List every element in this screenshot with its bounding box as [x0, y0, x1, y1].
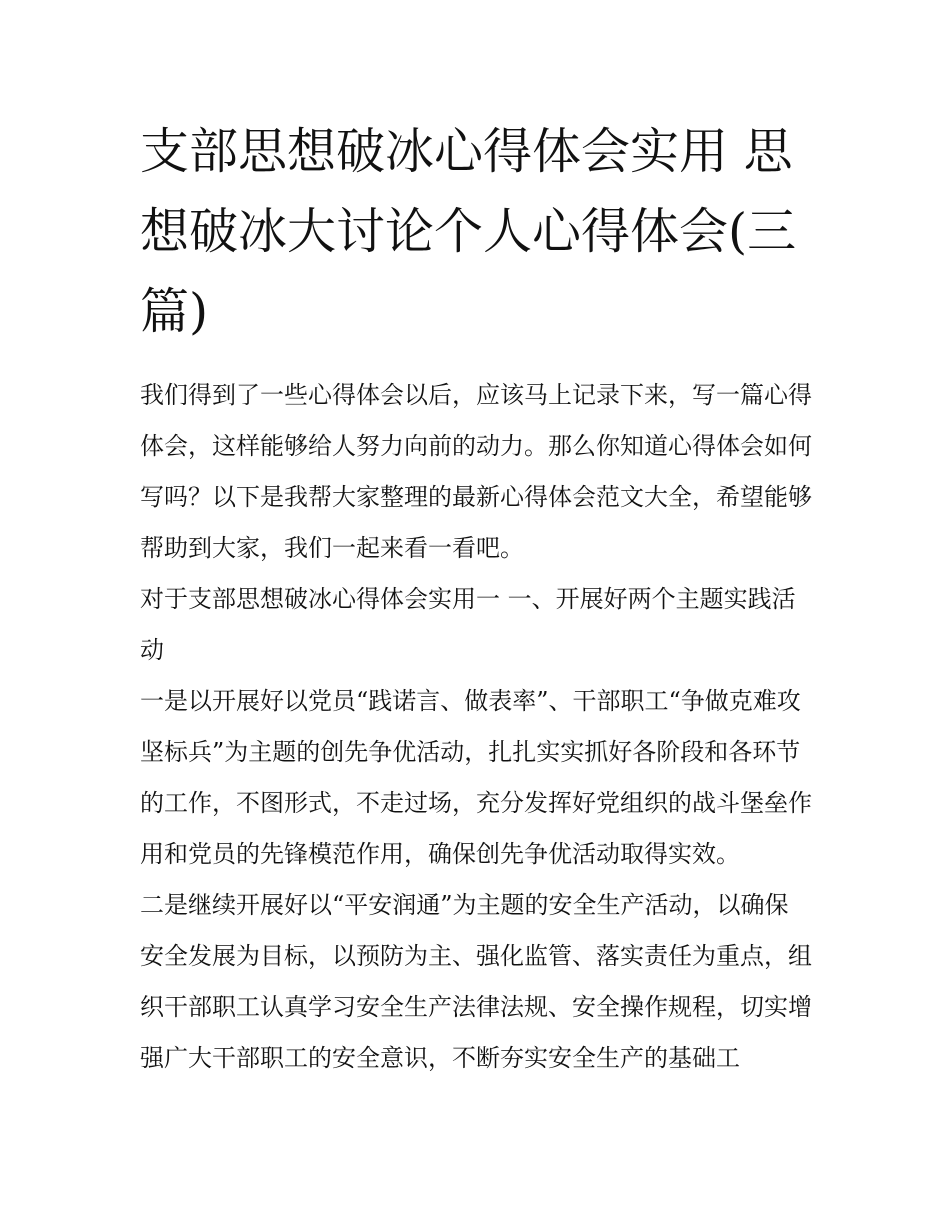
paragraph-section-heading: 对于支部思想破冰心得体会实用一 一、开展好两个主题实践活动: [140, 585, 796, 664]
paragraph-point-one: 一是以开展好以党员“践诺言、做表率”、干部职工“争做克难攻坚标兵”为主题的创先争优活动，扎扎实实抓好各阶段和各环节的工作，不图形式，不走过场，充分发挥好党组织的战斗堡垒作用和党员的先锋模范作用，确保创先争优活动取得实效。: [140, 687, 812, 868]
document-body: [140, 370, 812, 1084]
paragraph-intro: 我们得到了一些心得体会以后，应该马上记录下来，写一篇心得体会，这样能够给人努力向前的动力。那么你知道心得体会如何写吗？以下是我帮大家整理的最新心得体会范文大全，希望能够帮助到大家，我们一起来看一看吧。: [140, 381, 812, 562]
document-content: [140, 112, 812, 1084]
paragraph-point-two: 二是继续开展好以“平安润通”为主题的安全生产活动，以确保安全发展为目标，以预防为主、强化监管、落实责任为重点，组织干部职工认真学习安全生产法律法规、安全操作规程，切实增强广大干部职工的安全意识，不断夯实安全生产的基础工: [140, 891, 812, 1072]
document-title: 支部思想破冰心得体会实用 思想破冰大讨论个人心得体会(三篇): [140, 123, 797, 340]
